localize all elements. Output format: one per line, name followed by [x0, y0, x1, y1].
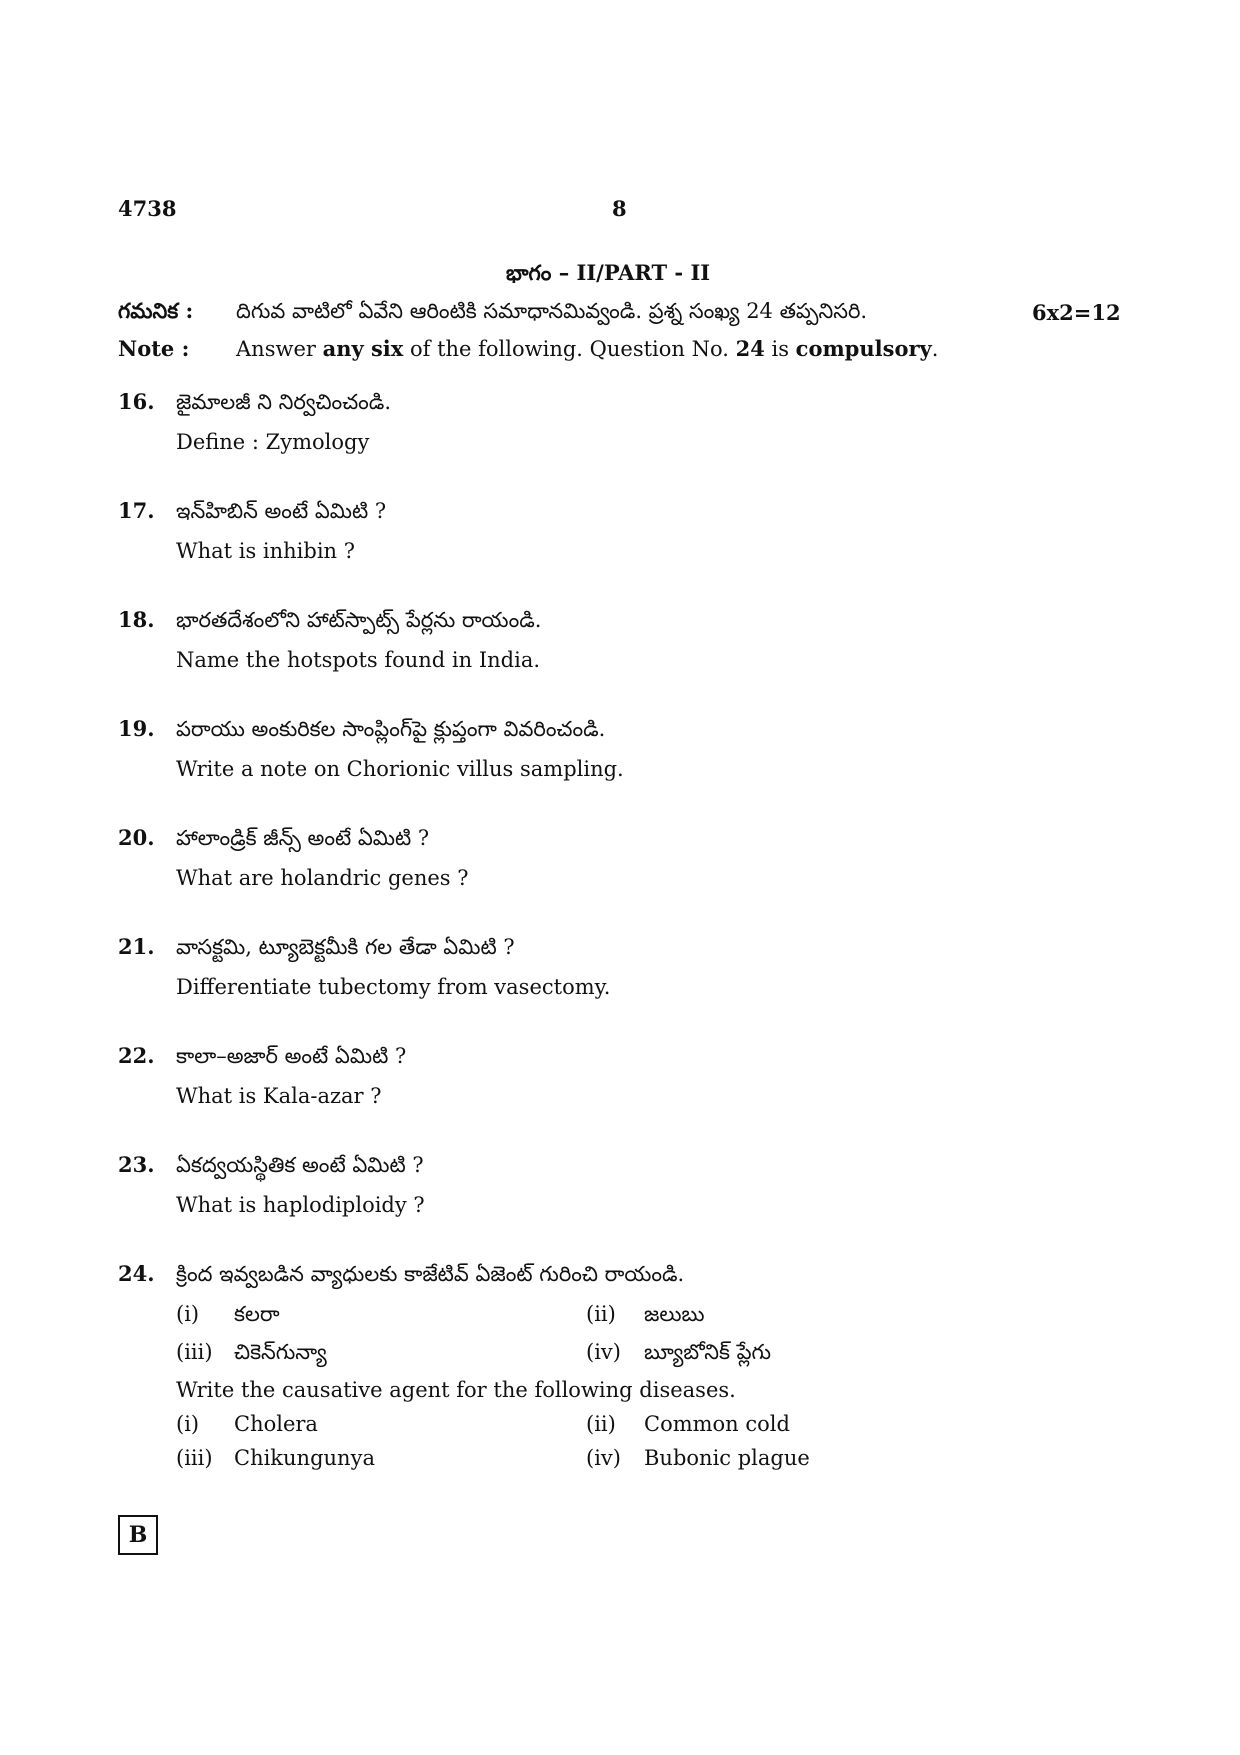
- note-emphasis: compulsory: [795, 336, 932, 361]
- item-text: Bubonic plague: [644, 1446, 810, 1470]
- question-telugu: హాలాండ్రిక్ జీన్స్ అంటే ఏమిటి ?: [176, 826, 430, 850]
- question-number: 19.: [118, 716, 155, 741]
- telugu-item-3: [176, 1340, 327, 1370]
- item-numeral: (i): [176, 1302, 200, 1326]
- item-numeral: (ii): [586, 1412, 616, 1436]
- question-24-english: Write the causative agent for the following diseases.: [176, 1378, 736, 1402]
- question-telugu: పరాయు అంకురికల సాంప్లింగ్‌పై క్లుప్తంగా వివరించండి.: [176, 717, 606, 741]
- telugu-note-text: దిగువ వాటిలో ఏవేని ఆరింటికి సమాధానమివ్వండి. ప్రశ్న సంఖ్య 24 తప్పనిసరి.: [236, 299, 868, 323]
- question-english: What is inhibin ?: [176, 539, 356, 563]
- question-number: 23.: [118, 1152, 155, 1177]
- item-numeral: (iv): [586, 1340, 621, 1364]
- telugu-note: [118, 298, 867, 329]
- question-18: [118, 607, 541, 672]
- question-telugu: కాలా–అజార్ అంటే ఏమిటి ?: [176, 1044, 407, 1068]
- item-numeral: (iv): [586, 1446, 621, 1470]
- question-number: 21.: [118, 934, 155, 959]
- item-numeral: (i): [176, 1412, 200, 1436]
- question-24: [118, 1261, 684, 1292]
- question-23: [118, 1152, 425, 1217]
- marks-scheme: 6x2=12: [1032, 300, 1121, 325]
- english-item-3: [176, 1446, 375, 1470]
- question-telugu: జైమాలజీ ని నిర్వచించండి.: [176, 390, 392, 414]
- telugu-note-label: గమనిక :: [118, 298, 194, 323]
- paper-code: 4738: [118, 196, 177, 221]
- question-telugu: వాసక్టమి, ట్యూబెక్టమీకి గల తేడా ఏమిటి ?: [176, 935, 515, 959]
- question-number: 20.: [118, 825, 155, 850]
- question-telugu: క్రింద ఇవ్వబడిన వ్యాధులకు కాజేటివ్ ఏజెంట్ గురించి రాయండి.: [176, 1262, 685, 1286]
- question-english: Differentiate tubectomy from vasectomy.: [176, 975, 611, 999]
- question-19: [118, 716, 624, 781]
- note-text: is: [764, 337, 796, 361]
- question-number: 22.: [118, 1043, 155, 1068]
- note-text: of the following. Question No.: [403, 337, 736, 361]
- english-item-1: [176, 1412, 318, 1436]
- question-number: 17.: [118, 498, 155, 523]
- english-item-4: [586, 1446, 810, 1470]
- question-english: What are holandric genes ?: [176, 866, 469, 890]
- question-telugu: ఏకద్వయస్థితిక అంటే ఏమిటి ?: [176, 1153, 424, 1177]
- question-21: [118, 934, 610, 999]
- question-16: [118, 389, 391, 454]
- note-text: Answer: [236, 337, 323, 361]
- question-number: 18.: [118, 607, 155, 632]
- part-title: భాగం – II/PART - II: [506, 260, 711, 285]
- item-numeral: (iii): [176, 1340, 213, 1364]
- telugu-item-4: [586, 1340, 771, 1370]
- item-text: Common cold: [644, 1412, 790, 1436]
- item-text: Cholera: [234, 1412, 318, 1436]
- item-text: జలుబు: [644, 1302, 705, 1326]
- question-english: Define : Zymology: [176, 430, 370, 454]
- note-emphasis: any six: [322, 336, 404, 361]
- english-note: [118, 336, 938, 361]
- english-item-2: [586, 1412, 790, 1436]
- item-text: చికెన్‌గున్యా: [234, 1340, 327, 1364]
- item-text: కలరా: [234, 1302, 280, 1326]
- question-english: Write a note on Chorionic villus sampling.: [176, 757, 624, 781]
- question-english: What is Kala-azar ?: [176, 1084, 382, 1108]
- telugu-item-1: [176, 1302, 280, 1332]
- telugu-item-2: [586, 1302, 705, 1332]
- question-17: [118, 498, 386, 563]
- question-telugu: ఇన్‌హిబిన్ అంటే ఏమిటి ?: [176, 499, 387, 523]
- series-box: B: [118, 1515, 158, 1555]
- note-text: .: [931, 337, 939, 361]
- item-text: బ్యూబోనిక్ ప్లేగు: [644, 1340, 772, 1364]
- item-numeral: (ii): [586, 1302, 616, 1326]
- item-numeral: (iii): [176, 1446, 213, 1470]
- question-number: 24.: [118, 1261, 155, 1286]
- question-english: What is haplodiploidy ?: [176, 1193, 425, 1217]
- note-emphasis: 24: [735, 336, 765, 361]
- question-english: Name the hotspots found in India.: [176, 648, 541, 672]
- question-20: [118, 825, 469, 890]
- question-number: 16.: [118, 389, 155, 414]
- page-number: 8: [612, 196, 627, 221]
- english-note-label: Note :: [118, 336, 190, 361]
- question-telugu: భారతదేశంలోని హాట్‌స్పాట్స్ పేర్లను రాయండి.: [176, 608, 542, 632]
- item-text: Chikungunya: [234, 1446, 375, 1470]
- question-22: [118, 1043, 406, 1108]
